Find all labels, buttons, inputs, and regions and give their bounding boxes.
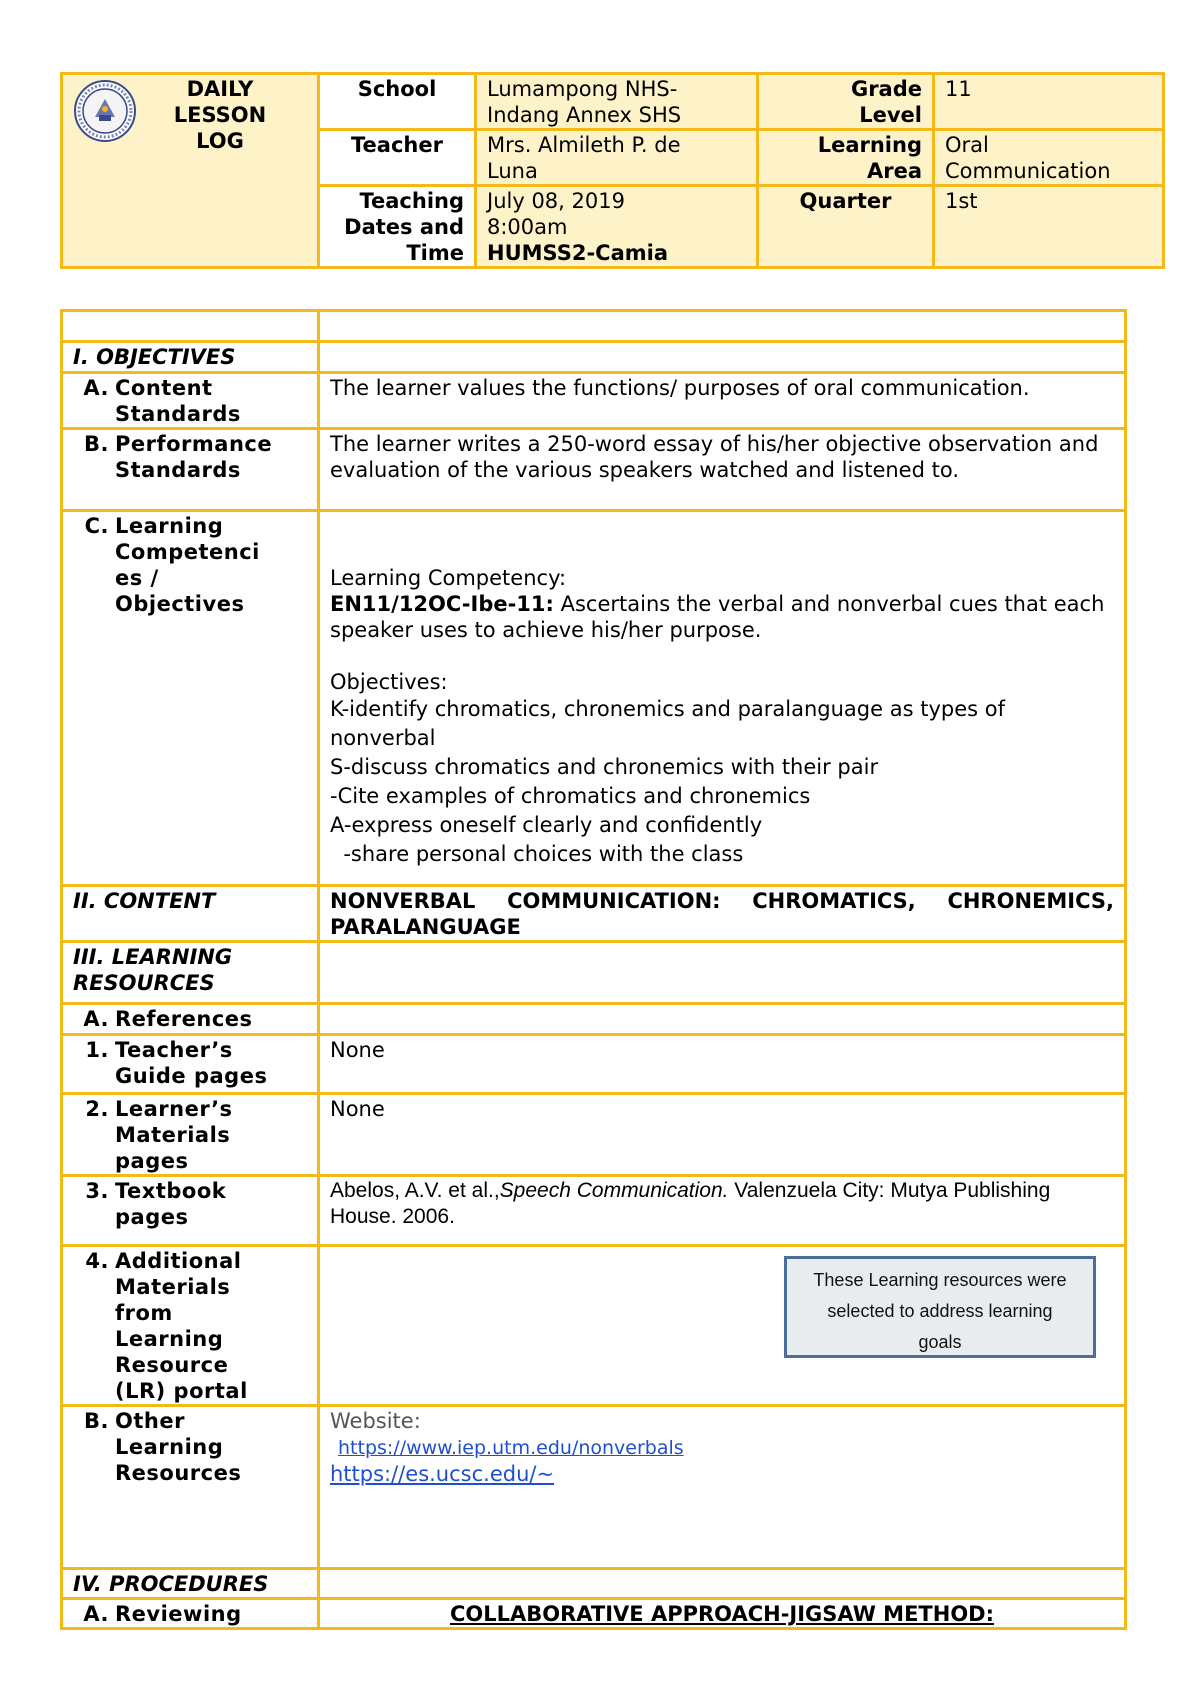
competency-code: EN11/12OC-Ibe-11: bbox=[330, 592, 554, 616]
resources-heading bbox=[62, 942, 319, 1004]
callout-line: selected to address learning bbox=[827, 1301, 1053, 1321]
label-line: Learner’s bbox=[115, 1097, 233, 1121]
content-heading: II. CONTENT bbox=[62, 886, 319, 942]
title-line: LESSON bbox=[173, 103, 267, 127]
school-value-line: Lumampong NHS- bbox=[487, 77, 678, 101]
citation-authors: Abelos, A.V. et al., bbox=[330, 1179, 500, 1202]
objective-line: A-express oneself clearly and confidently bbox=[330, 813, 763, 837]
blank-cell bbox=[319, 342, 1126, 373]
label-line: Standards bbox=[115, 402, 241, 426]
table-row bbox=[62, 1599, 1126, 1629]
table-row bbox=[62, 886, 1126, 942]
references-label bbox=[62, 1004, 319, 1035]
citation-title: Speech Communication. bbox=[499, 1179, 729, 1202]
teacher-value bbox=[476, 130, 758, 186]
other-resources-value bbox=[319, 1406, 1126, 1569]
performance-standards-label bbox=[62, 429, 319, 511]
teacher-value-line: Mrs. Almileth P. de bbox=[487, 133, 681, 157]
teacher-value-line: Luna bbox=[487, 159, 538, 183]
area-label-line: Area bbox=[866, 159, 922, 183]
objectives-subheading: Objectives: bbox=[330, 670, 448, 694]
procedure-title: COLLABORATIVE APPROACH-JIGSAW METHOD: bbox=[319, 1599, 1126, 1629]
competencies-label bbox=[62, 511, 319, 886]
table-row bbox=[62, 1094, 1126, 1176]
dates-value-line: 8:00am bbox=[487, 215, 568, 239]
dates-label-line: Time bbox=[406, 241, 464, 265]
content-standards-value: The learner values the functions/ purposes of oral communication. bbox=[319, 373, 1126, 429]
resources-callout bbox=[784, 1256, 1096, 1358]
blank-cell bbox=[62, 311, 319, 342]
item-number: A. bbox=[83, 1007, 109, 1031]
objectives-heading: I. OBJECTIVES bbox=[62, 342, 319, 373]
reviewing-label bbox=[62, 1599, 319, 1629]
textbook-value bbox=[319, 1176, 1126, 1246]
title-line: DAILY bbox=[186, 77, 254, 101]
title-cell bbox=[62, 74, 319, 268]
teachers-guide-value: None bbox=[319, 1035, 1126, 1094]
area-value-line: Communication bbox=[945, 159, 1111, 183]
objective-line: S-discuss chromatics and chronemics with their pair bbox=[330, 755, 879, 779]
performance-standards-value: The learner writes a 250-word essay of his/her objective observation and evaluation of the various speakers watched and listened to. bbox=[319, 429, 1126, 511]
lesson-table bbox=[60, 309, 1127, 1630]
dates-value bbox=[476, 186, 758, 268]
table-row bbox=[62, 342, 1126, 373]
label-line: Standards bbox=[115, 458, 241, 482]
table-row bbox=[62, 511, 1126, 886]
grade-label-line: Grade bbox=[850, 77, 922, 101]
blank-cell bbox=[319, 1569, 1126, 1599]
label-line: Learning bbox=[115, 1327, 224, 1351]
label-line: Learning bbox=[115, 1435, 224, 1459]
dates-label-line: Dates and bbox=[344, 215, 464, 239]
table-row bbox=[62, 373, 1126, 429]
table-row bbox=[62, 942, 1126, 1004]
label-line: Textbook bbox=[115, 1179, 227, 1203]
label-line: Reviewing bbox=[115, 1602, 242, 1626]
website-label: Website: bbox=[330, 1409, 421, 1433]
dates-label-line: Teaching bbox=[359, 189, 464, 213]
competencies-value bbox=[319, 511, 1126, 886]
label-line: pages bbox=[115, 1205, 189, 1229]
item-number: 1. bbox=[85, 1038, 109, 1062]
label-line: (LR) portal bbox=[115, 1379, 248, 1403]
teacher-label: Teacher bbox=[319, 130, 476, 186]
label-line: Learning bbox=[115, 514, 224, 538]
table-row bbox=[62, 311, 1126, 342]
label-line: Resources bbox=[115, 1461, 242, 1485]
blank-cell bbox=[319, 1004, 1126, 1035]
competency-heading: Learning Competency: bbox=[330, 566, 567, 590]
textbook-label bbox=[62, 1176, 319, 1246]
item-number: C. bbox=[84, 514, 109, 538]
label-line: Other bbox=[115, 1409, 185, 1433]
table-row bbox=[62, 1176, 1126, 1246]
competency-description: Ascertains the verbal and nonverbal cues that each speaker uses to achieve his/her purpose. bbox=[330, 592, 1105, 642]
header-table bbox=[60, 72, 1165, 269]
callout-line: These Learning resources were bbox=[813, 1270, 1067, 1290]
teachers-guide-label bbox=[62, 1035, 319, 1094]
school-value bbox=[476, 74, 758, 130]
resource-link[interactable]: https://es.ucsc.edu/~ bbox=[330, 1462, 555, 1486]
heading-line: III. LEARNING bbox=[73, 945, 233, 969]
learners-materials-value: None bbox=[319, 1094, 1126, 1176]
heading-line: RESOURCES bbox=[73, 971, 215, 995]
school-value-line: Indang Annex SHS bbox=[487, 103, 682, 127]
label-line: Performance bbox=[115, 432, 273, 456]
other-resources-label bbox=[62, 1406, 319, 1569]
table-row bbox=[62, 1406, 1126, 1569]
item-number: B. bbox=[84, 1409, 109, 1433]
item-number: 3. bbox=[85, 1179, 109, 1203]
grade-label-line: Level bbox=[859, 103, 922, 127]
blank-cell bbox=[319, 311, 1126, 342]
item-number: A. bbox=[83, 1602, 109, 1626]
label-line: Materials bbox=[115, 1123, 231, 1147]
quarter-value: 1st bbox=[934, 186, 1164, 268]
school-label: School bbox=[319, 74, 476, 130]
label-line: Guide pages bbox=[115, 1064, 268, 1088]
table-row bbox=[62, 1004, 1126, 1035]
quarter-label: Quarter bbox=[758, 186, 934, 268]
label-line: from bbox=[115, 1301, 173, 1325]
area-label-line: Learning bbox=[817, 133, 922, 157]
objective-line: -share personal choices with the class bbox=[330, 842, 744, 866]
area-value bbox=[934, 130, 1164, 186]
resource-link[interactable]: https://www.iep.utm.edu/nonverbals bbox=[338, 1437, 684, 1459]
learners-materials-label bbox=[62, 1094, 319, 1176]
label-line: Content bbox=[115, 376, 213, 400]
grade-value: 11 bbox=[934, 74, 1164, 130]
dates-value-line: July 08, 2019 bbox=[487, 189, 625, 213]
blank-cell bbox=[319, 942, 1126, 1004]
label-line: pages bbox=[115, 1149, 189, 1173]
item-number: 2. bbox=[85, 1097, 109, 1121]
callout-line: goals bbox=[918, 1332, 962, 1352]
competency-text bbox=[330, 591, 1114, 643]
area-value-line: Oral bbox=[945, 133, 989, 157]
label-line: es / bbox=[115, 566, 159, 590]
label-line: Additional bbox=[115, 1249, 242, 1273]
label-line: Resource bbox=[115, 1353, 229, 1377]
item-number: 4. bbox=[85, 1249, 109, 1273]
procedures-heading: IV. PROCEDURES bbox=[62, 1569, 319, 1599]
label-line: Objectives bbox=[115, 592, 245, 616]
citation-publisher: Valenzuela City: Mutya Publishing House. 2006. bbox=[330, 1179, 1051, 1228]
content-value: NONVERBAL COMMUNICATION: CHROMATICS, CHRONEMICS, PARALANGUAGE bbox=[319, 886, 1126, 942]
table-row bbox=[62, 1035, 1126, 1094]
label-line: Teacher’s bbox=[115, 1038, 233, 1062]
title-line: LOG bbox=[196, 129, 244, 153]
table-row bbox=[62, 429, 1126, 511]
label-line: Competenci bbox=[115, 540, 260, 564]
section-value: HUMSS2-Camia bbox=[487, 241, 668, 265]
label-line: References bbox=[115, 1007, 253, 1031]
objective-line: -Cite examples of chromatics and chronemics bbox=[330, 784, 811, 808]
table-row bbox=[62, 1569, 1126, 1599]
content-standards-label bbox=[62, 373, 319, 429]
label-line: Materials bbox=[115, 1275, 231, 1299]
area-label bbox=[758, 130, 934, 186]
grade-label bbox=[758, 74, 934, 130]
objective-line: K-identify chromatics, chronemics and paralanguage as types of nonverbal bbox=[330, 697, 1005, 750]
item-number: B. bbox=[84, 432, 109, 456]
additional-materials-label bbox=[62, 1246, 319, 1406]
deped-seal-icon bbox=[73, 79, 137, 143]
item-number: A. bbox=[83, 376, 109, 400]
dates-label bbox=[319, 186, 476, 268]
